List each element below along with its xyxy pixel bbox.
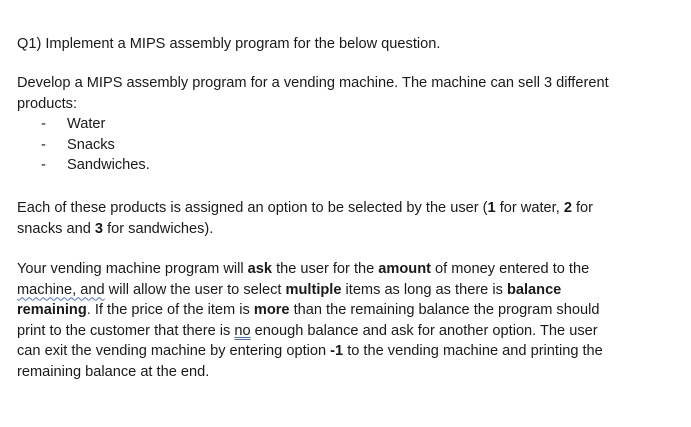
bold-ask: ask (247, 261, 273, 277)
product-water: Water (67, 116, 106, 132)
rules-line-5 (17, 341, 603, 362)
option-1: 1 (487, 200, 496, 216)
list-item (17, 135, 150, 156)
text-run: than the remaining balance the program should (289, 302, 600, 318)
bold-amount: amount (378, 261, 431, 277)
bold-exit-option: -1 (330, 343, 344, 359)
spelling-flag-text[interactable]: no (234, 322, 251, 339)
bold-multiple: multiple (285, 281, 342, 298)
text-run: items as long as there is (341, 281, 507, 298)
bold-remaining: remaining (17, 302, 87, 318)
option-3: 3 (94, 220, 104, 237)
text-run: the user for the (272, 261, 379, 277)
intro-line-1: Develop a MIPS assembly program for a vending machine. The machine can sell 3 different (17, 75, 609, 91)
bold-more: more (253, 302, 290, 318)
text-run: snacks and (17, 220, 95, 237)
product-sandwiches: Sandwiches. (67, 157, 150, 173)
grammar-flag-text[interactable]: machine, and (17, 281, 105, 298)
product-snacks: Snacks (67, 136, 115, 153)
text-run: print to the customer that there is (17, 322, 235, 339)
intro-paragraph (17, 73, 609, 114)
text-run: . If the price of the item is (86, 302, 254, 318)
rules-line-1 (17, 259, 603, 280)
list-item (17, 114, 150, 135)
text-run: for sandwiches). (103, 220, 214, 237)
rules-line-3 (17, 300, 603, 321)
text-run: enough balance and ask for another option. The user (250, 322, 598, 339)
text-run: to the vending machine and printing the (343, 343, 603, 359)
rules-line-2 (17, 280, 603, 301)
bold-balance: balance (506, 281, 562, 298)
text-run: will allow the user to select (104, 281, 286, 298)
bullet-dash: - (41, 136, 46, 153)
text-run: can exit the vending machine by entering option (17, 343, 331, 359)
options-paragraph (17, 198, 593, 239)
text-run: of money entered to the (431, 261, 590, 277)
question-heading: Q1) Implement a MIPS assembly program for the below question. (17, 36, 441, 52)
options-line-1 (17, 198, 593, 219)
rules-line-4 (17, 321, 603, 342)
bullet-dash: - (41, 157, 46, 173)
text-run: for water, (495, 200, 564, 216)
bullet-dash: - (41, 116, 46, 132)
text-run: Each of these products is assigned an option to be selected by the user ( (17, 200, 488, 216)
text-run: for (571, 200, 594, 216)
product-list (17, 114, 150, 176)
list-item (17, 155, 150, 176)
intro-line-2: products: (17, 95, 78, 112)
rules-paragraph (17, 259, 603, 382)
option-2: 2 (563, 200, 572, 216)
text-run: Your vending machine program will (17, 261, 248, 277)
options-line-2 (17, 219, 593, 240)
rules-line-6: remaining balance at the end. (17, 363, 210, 380)
